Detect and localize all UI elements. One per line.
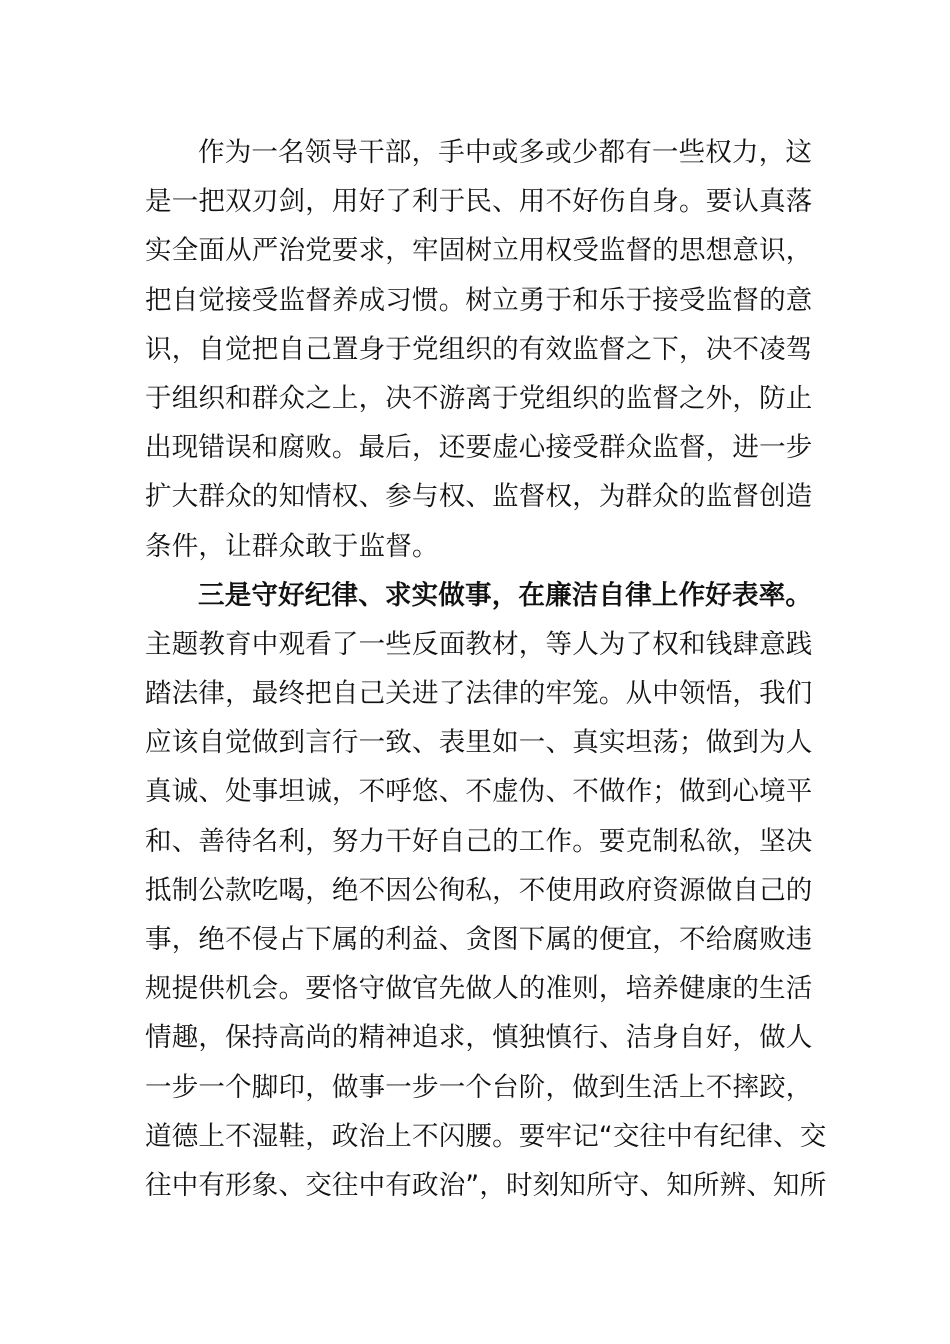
paragraph-2-line-2: 踏法律，最终把自己关进了法律的牢笼。从中领悟，我们	[145, 678, 813, 710]
section-heading: 三是守好纪律、求实做事，在廉洁自律上作好表率。	[198, 579, 813, 611]
paragraph-2-line-5: 和、善待名利，努力干好自己的工作。要克制私欲，坚决	[145, 825, 813, 857]
paragraph-2-line-6: 抵制公款吃喝，绝不因公徇私，不使用政府资源做自己的	[145, 874, 813, 906]
paragraph-1-line-7: 出现错误和腐败。最后，还要虚心接受群众监督，进一步	[145, 432, 813, 464]
paragraph-2-line-9: 情趣，保持高尚的精神追求，慎独慎行、洁身自好，做人	[145, 1022, 813, 1054]
paragraph-1-line-4: 把自觉接受监督养成习惯。树立勇于和乐于接受监督的意	[145, 284, 813, 316]
paragraph-2-line-1: 主题教育中观看了一些反面教材，等人为了权和钱肆意践	[145, 628, 813, 660]
paragraph-2-line-11: 道德上不湿鞋，政治上不闪腰。要牢记“交往中有纪律、交	[145, 1120, 827, 1152]
paragraph-1-line-3: 实全面从严治党要求，牢固树立用权受监督的思想意识，	[145, 235, 813, 267]
paragraph-1-line-1: 作为一名领导干部，手中或多或少都有一些权力，这	[198, 137, 813, 168]
paragraph-2-line-10: 一步一个脚印，做事一步一个台阶，做到生活上不摔跤，	[145, 1071, 813, 1103]
body-text	[145, 128, 827, 1210]
paragraph-2-line-7: 事，绝不侵占下属的利益、贪图下属的便宜，不给腐败违	[145, 924, 813, 955]
paragraph-1-line-5: 识，自觉把自己置身于党组织的有效监督之下，决不凌驾	[145, 333, 813, 365]
paragraph-2-line-4: 真诚、处事坦诚，不呼悠、不虚伪、不做作；做到心境平	[145, 776, 813, 808]
paragraph-2-line-12: 往中有形象、交往中有政治”，时刻知所守、知所辨、知所	[145, 1169, 827, 1201]
paragraph-1-line-9: 条件，让群众敢于监督。	[145, 530, 439, 562]
paragraph-2-line-8: 规提供机会。要恪守做官先做人的准则，培养健康的生活	[145, 973, 813, 1005]
paragraph-1-line-6: 于组织和群众之上，决不游离于党组织的监督之外，防止	[145, 382, 813, 414]
paragraph-1-line-8: 扩大群众的知情权、参与权、监督权，为群众的监督创造	[145, 481, 813, 513]
paragraph-2-line-3: 应该自觉做到言行一致、表里如一、真实坦荡；做到为人	[145, 727, 813, 759]
paragraph-1-line-2: 是一把双刃剑，用好了利于民、用不好伤自身。要认真落	[145, 186, 813, 218]
